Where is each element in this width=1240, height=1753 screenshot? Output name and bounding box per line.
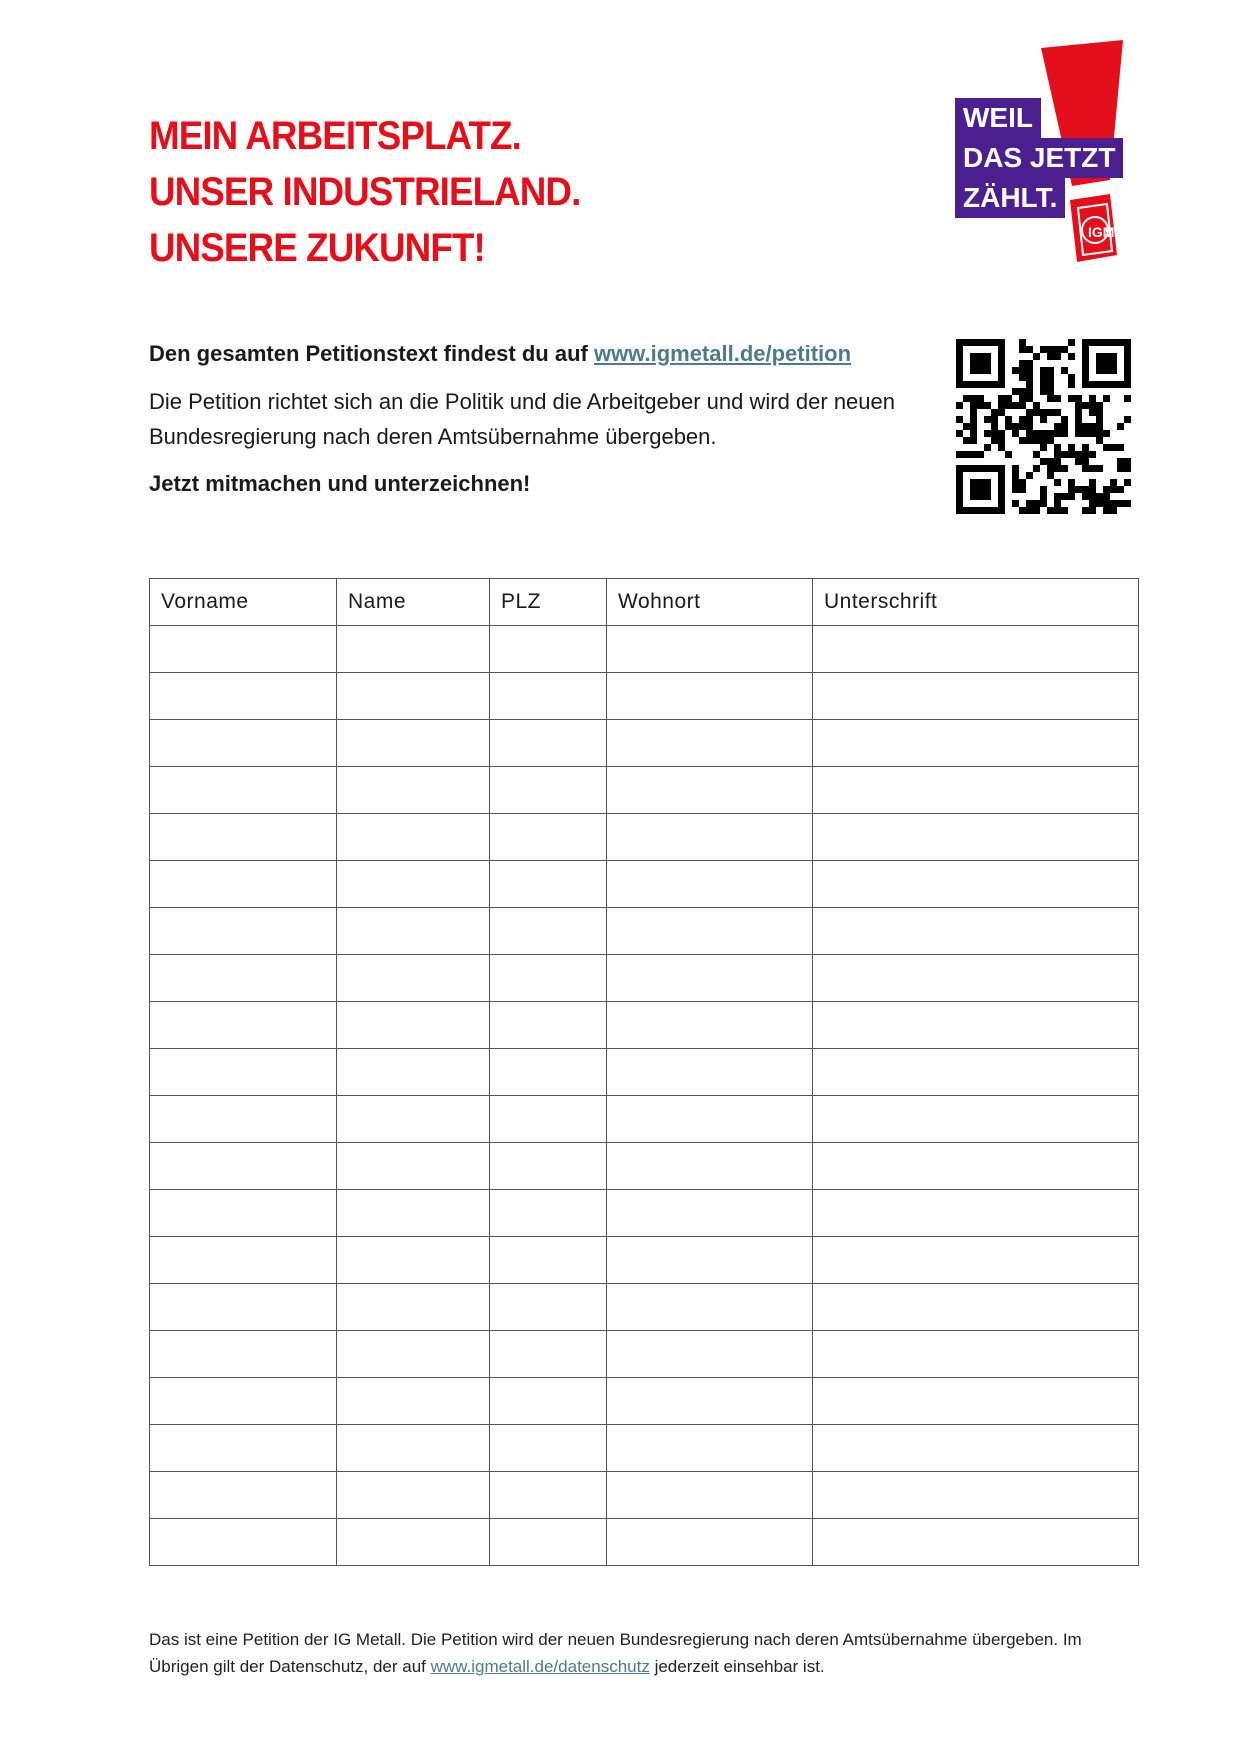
petition-link[interactable]: www.igmetall.de/petition [593, 341, 852, 366]
signature-cell-wohnort[interactable] [607, 1002, 813, 1049]
signature-cell-wohnort[interactable] [607, 1331, 813, 1378]
signature-cell-plz[interactable] [490, 908, 607, 955]
signature-cell-unterschrift[interactable] [813, 1519, 1139, 1566]
signature-cell-wohnort[interactable] [607, 814, 813, 861]
signature-cell-name[interactable] [337, 1237, 490, 1284]
footer-note [149, 1626, 1109, 1680]
headline-line-3: UNSERE ZUKUNFT! [149, 226, 485, 270]
signature-cell-wohnort[interactable] [607, 1237, 813, 1284]
petition-description: Die Petition richtet sich an die Politik und die Arbeitgeber und wird der neuen Bundesregierung nach deren Amtsübernahme übergeben. [149, 389, 896, 449]
signature-cell-name[interactable] [337, 1425, 490, 1472]
signature-cell-name[interactable] [337, 1002, 490, 1049]
signature-cell-plz[interactable] [490, 861, 607, 908]
lead-text: Den gesamten Petitionstext findest du auf [149, 341, 594, 366]
signature-cell-vorname[interactable] [150, 720, 337, 767]
signature-cell-vorname[interactable] [150, 673, 337, 720]
table-row [150, 1002, 1139, 1049]
signature-cell-wohnort[interactable] [607, 767, 813, 814]
signature-cell-plz[interactable] [490, 1002, 607, 1049]
column-name: Name [337, 579, 490, 626]
signature-cell-wohnort[interactable] [607, 673, 813, 720]
call-to-action: Jetzt mitmachen und unterzeichnen! [149, 471, 531, 496]
signature-cell-name[interactable] [337, 1331, 490, 1378]
signature-cell-vorname[interactable] [150, 1002, 337, 1049]
signature-cell-name[interactable] [337, 673, 490, 720]
signature-cell-name[interactable] [337, 1096, 490, 1143]
column-unterschrift: Unterschrift [813, 579, 1139, 626]
table-row [150, 626, 1139, 673]
signature-table [149, 578, 1139, 1566]
signature-cell-wohnort[interactable] [607, 908, 813, 955]
table-row [150, 1190, 1139, 1237]
signature-cell-wohnort[interactable] [607, 1190, 813, 1237]
signature-cell-plz[interactable] [490, 767, 607, 814]
signature-cell-plz[interactable] [490, 955, 607, 1002]
signature-cell-vorname[interactable] [150, 814, 337, 861]
signature-cell-name[interactable] [337, 720, 490, 767]
column-wohnort: Wohnort [607, 579, 813, 626]
table-row [150, 1331, 1139, 1378]
signature-cell-wohnort[interactable] [607, 861, 813, 908]
signature-cell-vorname[interactable] [150, 626, 337, 673]
signature-cell-vorname[interactable] [150, 1425, 337, 1472]
column-plz: PLZ [490, 579, 607, 626]
table-row [150, 908, 1139, 955]
signature-cell-unterschrift[interactable] [813, 1049, 1139, 1096]
signature-cell-unterschrift[interactable] [813, 1425, 1139, 1472]
signature-cell-unterschrift[interactable] [813, 1472, 1139, 1519]
signature-cell-unterschrift[interactable] [813, 1190, 1139, 1237]
table-row [150, 767, 1139, 814]
signature-cell-vorname[interactable] [150, 1519, 337, 1566]
signature-cell-wohnort[interactable] [607, 1049, 813, 1096]
signature-cell-plz[interactable] [490, 720, 607, 767]
signature-cell-vorname[interactable] [150, 861, 337, 908]
signature-cell-plz[interactable] [490, 1472, 607, 1519]
signature-cell-unterschrift[interactable] [813, 1331, 1139, 1378]
signature-cell-unterschrift[interactable] [813, 1284, 1139, 1331]
signature-cell-wohnort[interactable] [607, 955, 813, 1002]
headline-line-2: UNSER INDUSTRIELAND. [149, 170, 581, 214]
signature-cell-plz[interactable] [490, 1143, 607, 1190]
table-row [150, 1472, 1139, 1519]
signature-cell-plz[interactable] [490, 1519, 607, 1566]
signature-cell-unterschrift[interactable] [813, 955, 1139, 1002]
table-row [150, 1284, 1139, 1331]
signature-cell-name[interactable] [337, 626, 490, 673]
signature-cell-name[interactable] [337, 1049, 490, 1096]
signature-cell-vorname[interactable] [150, 1378, 337, 1425]
signature-cell-unterschrift[interactable] [813, 720, 1139, 767]
signature-cell-unterschrift[interactable] [813, 814, 1139, 861]
qr-code [956, 339, 1131, 514]
signature-cell-vorname[interactable] [150, 1143, 337, 1190]
signature-cell-name[interactable] [337, 1378, 490, 1425]
table-row [150, 1378, 1139, 1425]
signature-cell-vorname[interactable] [150, 1331, 337, 1378]
signature-cell-plz[interactable] [490, 673, 607, 720]
signature-cell-plz[interactable] [490, 1284, 607, 1331]
signature-cell-plz[interactable] [490, 1049, 607, 1096]
signature-cell-unterschrift[interactable] [813, 673, 1139, 720]
signature-cell-plz[interactable] [490, 1331, 607, 1378]
signature-cell-name[interactable] [337, 1519, 490, 1566]
signature-cell-plz[interactable] [490, 1425, 607, 1472]
column-vorname: Vorname [150, 579, 337, 626]
signature-cell-wohnort[interactable] [607, 720, 813, 767]
table-row [150, 1049, 1139, 1096]
signature-cell-wohnort[interactable] [607, 1284, 813, 1331]
signature-cell-wohnort[interactable] [607, 1519, 813, 1566]
signature-cell-name[interactable] [337, 1190, 490, 1237]
table-row [150, 1519, 1139, 1566]
petition-text-hint [149, 338, 939, 370]
privacy-link[interactable]: www.igmetall.de/datenschutz [430, 1657, 650, 1676]
signature-cell-vorname[interactable] [150, 908, 337, 955]
signature-cell-vorname[interactable] [150, 1190, 337, 1237]
signature-cell-plz[interactable] [490, 1237, 607, 1284]
signature-cell-unterschrift[interactable] [813, 908, 1139, 955]
footer-text: Das ist eine Petition der IG Metall. Die Petition wird der neuen Bundesregierung nach deren Amtsübernahme übergeben. Im Übrigen gilt der Datenschutz, der auf [149, 1630, 1082, 1676]
table-row [150, 1237, 1139, 1284]
signature-cell-unterschrift[interactable] [813, 1143, 1139, 1190]
footer-text-end: jederzeit einsehbar ist. [649, 1657, 825, 1676]
signature-cell-unterschrift[interactable] [813, 1096, 1139, 1143]
table-row [150, 720, 1139, 767]
table-row [150, 861, 1139, 908]
signature-cell-plz[interactable] [490, 814, 607, 861]
table-row [150, 1425, 1139, 1472]
signature-cell-vorname[interactable] [150, 1049, 337, 1096]
signature-cell-vorname[interactable] [150, 955, 337, 1002]
signature-cell-unterschrift[interactable] [813, 626, 1139, 673]
table-row [150, 955, 1139, 1002]
signature-cell-unterschrift[interactable] [813, 1002, 1139, 1049]
signature-cell-vorname[interactable] [150, 1472, 337, 1519]
table-row [150, 1096, 1139, 1143]
signature-cell-name[interactable] [337, 955, 490, 1002]
ig-metall-emblem: IGM [1088, 224, 1115, 240]
signature-cell-wohnort[interactable] [607, 1096, 813, 1143]
signature-cell-name[interactable] [337, 1472, 490, 1519]
table-row [150, 814, 1139, 861]
logo-word-1: WEIL [955, 98, 1041, 138]
logo-word-2: DAS JETZT [955, 138, 1123, 178]
table-row [150, 1143, 1139, 1190]
intro-section [149, 338, 939, 500]
signature-cell-name[interactable] [337, 814, 490, 861]
signature-cell-unterschrift[interactable] [813, 767, 1139, 814]
signature-cell-name[interactable] [337, 767, 490, 814]
signature-cell-unterschrift[interactable] [813, 1237, 1139, 1284]
signature-cell-vorname[interactable] [150, 1096, 337, 1143]
signature-cell-wohnort[interactable] [607, 1378, 813, 1425]
logo-word-3: ZÄHLT. [955, 178, 1065, 218]
signature-cell-wohnort[interactable] [607, 1425, 813, 1472]
signature-cell-name[interactable] [337, 908, 490, 955]
signature-cell-name[interactable] [337, 1143, 490, 1190]
signature-cell-wohnort[interactable] [607, 1472, 813, 1519]
signature-cell-vorname[interactable] [150, 1284, 337, 1331]
signature-cell-plz[interactable] [490, 1378, 607, 1425]
table-row [150, 673, 1139, 720]
signature-cell-wohnort[interactable] [607, 626, 813, 673]
signature-cell-unterschrift[interactable] [813, 861, 1139, 908]
signature-cell-vorname[interactable] [150, 1237, 337, 1284]
signature-cell-plz[interactable] [490, 1096, 607, 1143]
headline-line-1: MEIN ARBEITSPLATZ. [149, 114, 521, 158]
signature-cell-name[interactable] [337, 1284, 490, 1331]
signature-cell-plz[interactable] [490, 1190, 607, 1237]
weil-das-jetzt-zaehlt-logo [955, 40, 1145, 270]
table-header-row [150, 579, 1139, 626]
signature-cell-unterschrift[interactable] [813, 1378, 1139, 1425]
signature-cell-name[interactable] [337, 861, 490, 908]
signature-cell-vorname[interactable] [150, 767, 337, 814]
signature-cell-wohnort[interactable] [607, 1143, 813, 1190]
signature-cell-plz[interactable] [490, 626, 607, 673]
headline [149, 108, 580, 276]
